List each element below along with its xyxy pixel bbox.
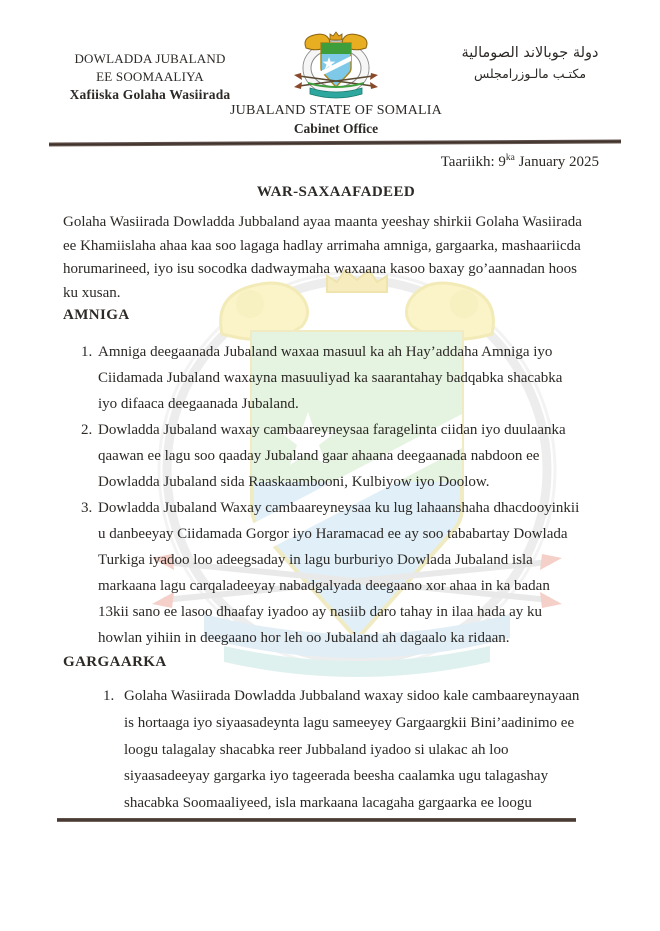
org-name-block bbox=[52, 50, 248, 104]
state-caption-block bbox=[228, 103, 444, 137]
amniga-numbered-list bbox=[81, 339, 621, 651]
section-heading-amniga: AMNIGA bbox=[63, 307, 130, 323]
header-divider-rule bbox=[49, 140, 621, 147]
arabic-office-name: مكتـب مالـوزرامجلس bbox=[473, 66, 587, 81]
item-number: 1. bbox=[103, 688, 115, 704]
item-line: Dowladda Jubaland waxay cambaareyneysaa faragelinta ciidan iyo duulaanka bbox=[98, 422, 566, 438]
item-line: howlan yihiin in deegaano hor leh oo Jubaland ah dagaalo ka ridaan. bbox=[98, 630, 510, 646]
list-item bbox=[103, 683, 623, 817]
footer-divider-rule bbox=[57, 818, 576, 822]
date-label: Taariikh: bbox=[440, 154, 495, 170]
intro-line: ee Khamiislaha ahaa kaa soo lagaga hadlay arrimaha amniga, gargaarka, mashaariicda bbox=[63, 237, 581, 254]
date-line bbox=[441, 153, 599, 171]
item-line: markaana lagu carqaladeeyay nabadgalyada deegaano xor ahaa in ka badan bbox=[98, 578, 550, 594]
intro-paragraph bbox=[63, 211, 615, 305]
document-title: WAR-SAXAAFADEED bbox=[256, 184, 416, 200]
list-item bbox=[81, 495, 621, 651]
item-line: Ciidamada Jubaland waxayna masuuliyad ka saarantahay badqabka shacabka bbox=[98, 370, 563, 386]
date-ordinal: ka bbox=[505, 153, 515, 163]
item-line: shacabka Soomaaliyeed, isla markaana lacagaha gargaarka ee loogu bbox=[124, 795, 532, 812]
intro-line: ku xusan. bbox=[63, 284, 121, 301]
item-line: Golaha Wasiirada Dowladda Jubbaland waxay sidoo kale cambaareynayaan bbox=[124, 688, 580, 704]
list-item bbox=[81, 339, 621, 417]
item-line: Turkiga iyadoo loo adeegsaday in lagu burburiyo Dowlada Jubaland isla bbox=[98, 552, 533, 568]
item-line: is hortaaga iyo siyaasadeynta lagu sameeyey Gargaargkii Bini’aadinimo ee bbox=[124, 714, 575, 731]
section-heading-gargaarka: GARGAARKA bbox=[63, 654, 167, 670]
item-line: Dowladda Jubaland Waxay cambaareyneysaa ku lug lahaanshaha dhacdooyinkii bbox=[98, 500, 580, 516]
item-line: qaawan ee lagu soo qaaday Jubaland gaar ahaana deegaanada nabdoon ee bbox=[98, 448, 540, 464]
gargaarka-numbered-list bbox=[103, 683, 623, 817]
date-rest: January 2025 bbox=[514, 154, 599, 170]
item-line: 13kii sano ee lasoo dhaafay iyadoo ay nasiib daro tahay in ilaa hada ay ku bbox=[98, 604, 543, 620]
item-line: Amniga deegaanada Jubaland waxaa masuul ka ah Hay’addaha Amniga iyo bbox=[98, 344, 553, 360]
item-number: 3. bbox=[81, 500, 93, 516]
intro-line: horumarineed, iyo isu socodka dadwaymaha waxaana kasoo baxay go’aannadan hoos bbox=[63, 261, 577, 277]
intro-line: Golaha Wasiirada Dowladda Jubbaland ayaa maanta yeeshay shirkii Golaha Wasiirada bbox=[63, 214, 582, 230]
org-name-line2: EE SOOMAALIYA bbox=[96, 69, 204, 84]
jubaland-emblem-logo bbox=[288, 30, 384, 102]
org-office-line: Xafiiska Golaha Wasiirada bbox=[69, 87, 231, 102]
org-name-line1: DOWLADDA JUBALAND bbox=[74, 51, 226, 66]
item-line: siyaasadeeyay gargarka iyo tageerada beesha caalamka ugu talagashay bbox=[124, 768, 549, 785]
arabic-state-name: دولة جوبالاند الصومالية bbox=[461, 45, 599, 61]
item-number: 1. bbox=[81, 344, 93, 360]
item-line: Dowladda Jubaland sida Raaskaambooni, Kulbiyow iyo Doolow. bbox=[98, 474, 490, 490]
cabinet-office-label: Cabinet Office bbox=[293, 121, 379, 136]
state-name-english: JUBALAND STATE OF SOMALIA bbox=[230, 103, 442, 118]
list-item bbox=[81, 417, 621, 495]
item-line: u danbeeyay Ciidamada Gorgor iyo Haramacad ee ay soo tababartay Dowlada bbox=[98, 526, 568, 542]
date-day: 9 bbox=[498, 154, 506, 170]
item-line: loogu talagalay shacabka reer Jubbaland iyadoo si ulakac ah loo bbox=[124, 741, 509, 758]
item-line: iyo difaaca deegaanada Jubaland. bbox=[98, 396, 299, 412]
arabic-name-block bbox=[436, 42, 624, 84]
item-number: 2. bbox=[81, 422, 93, 438]
